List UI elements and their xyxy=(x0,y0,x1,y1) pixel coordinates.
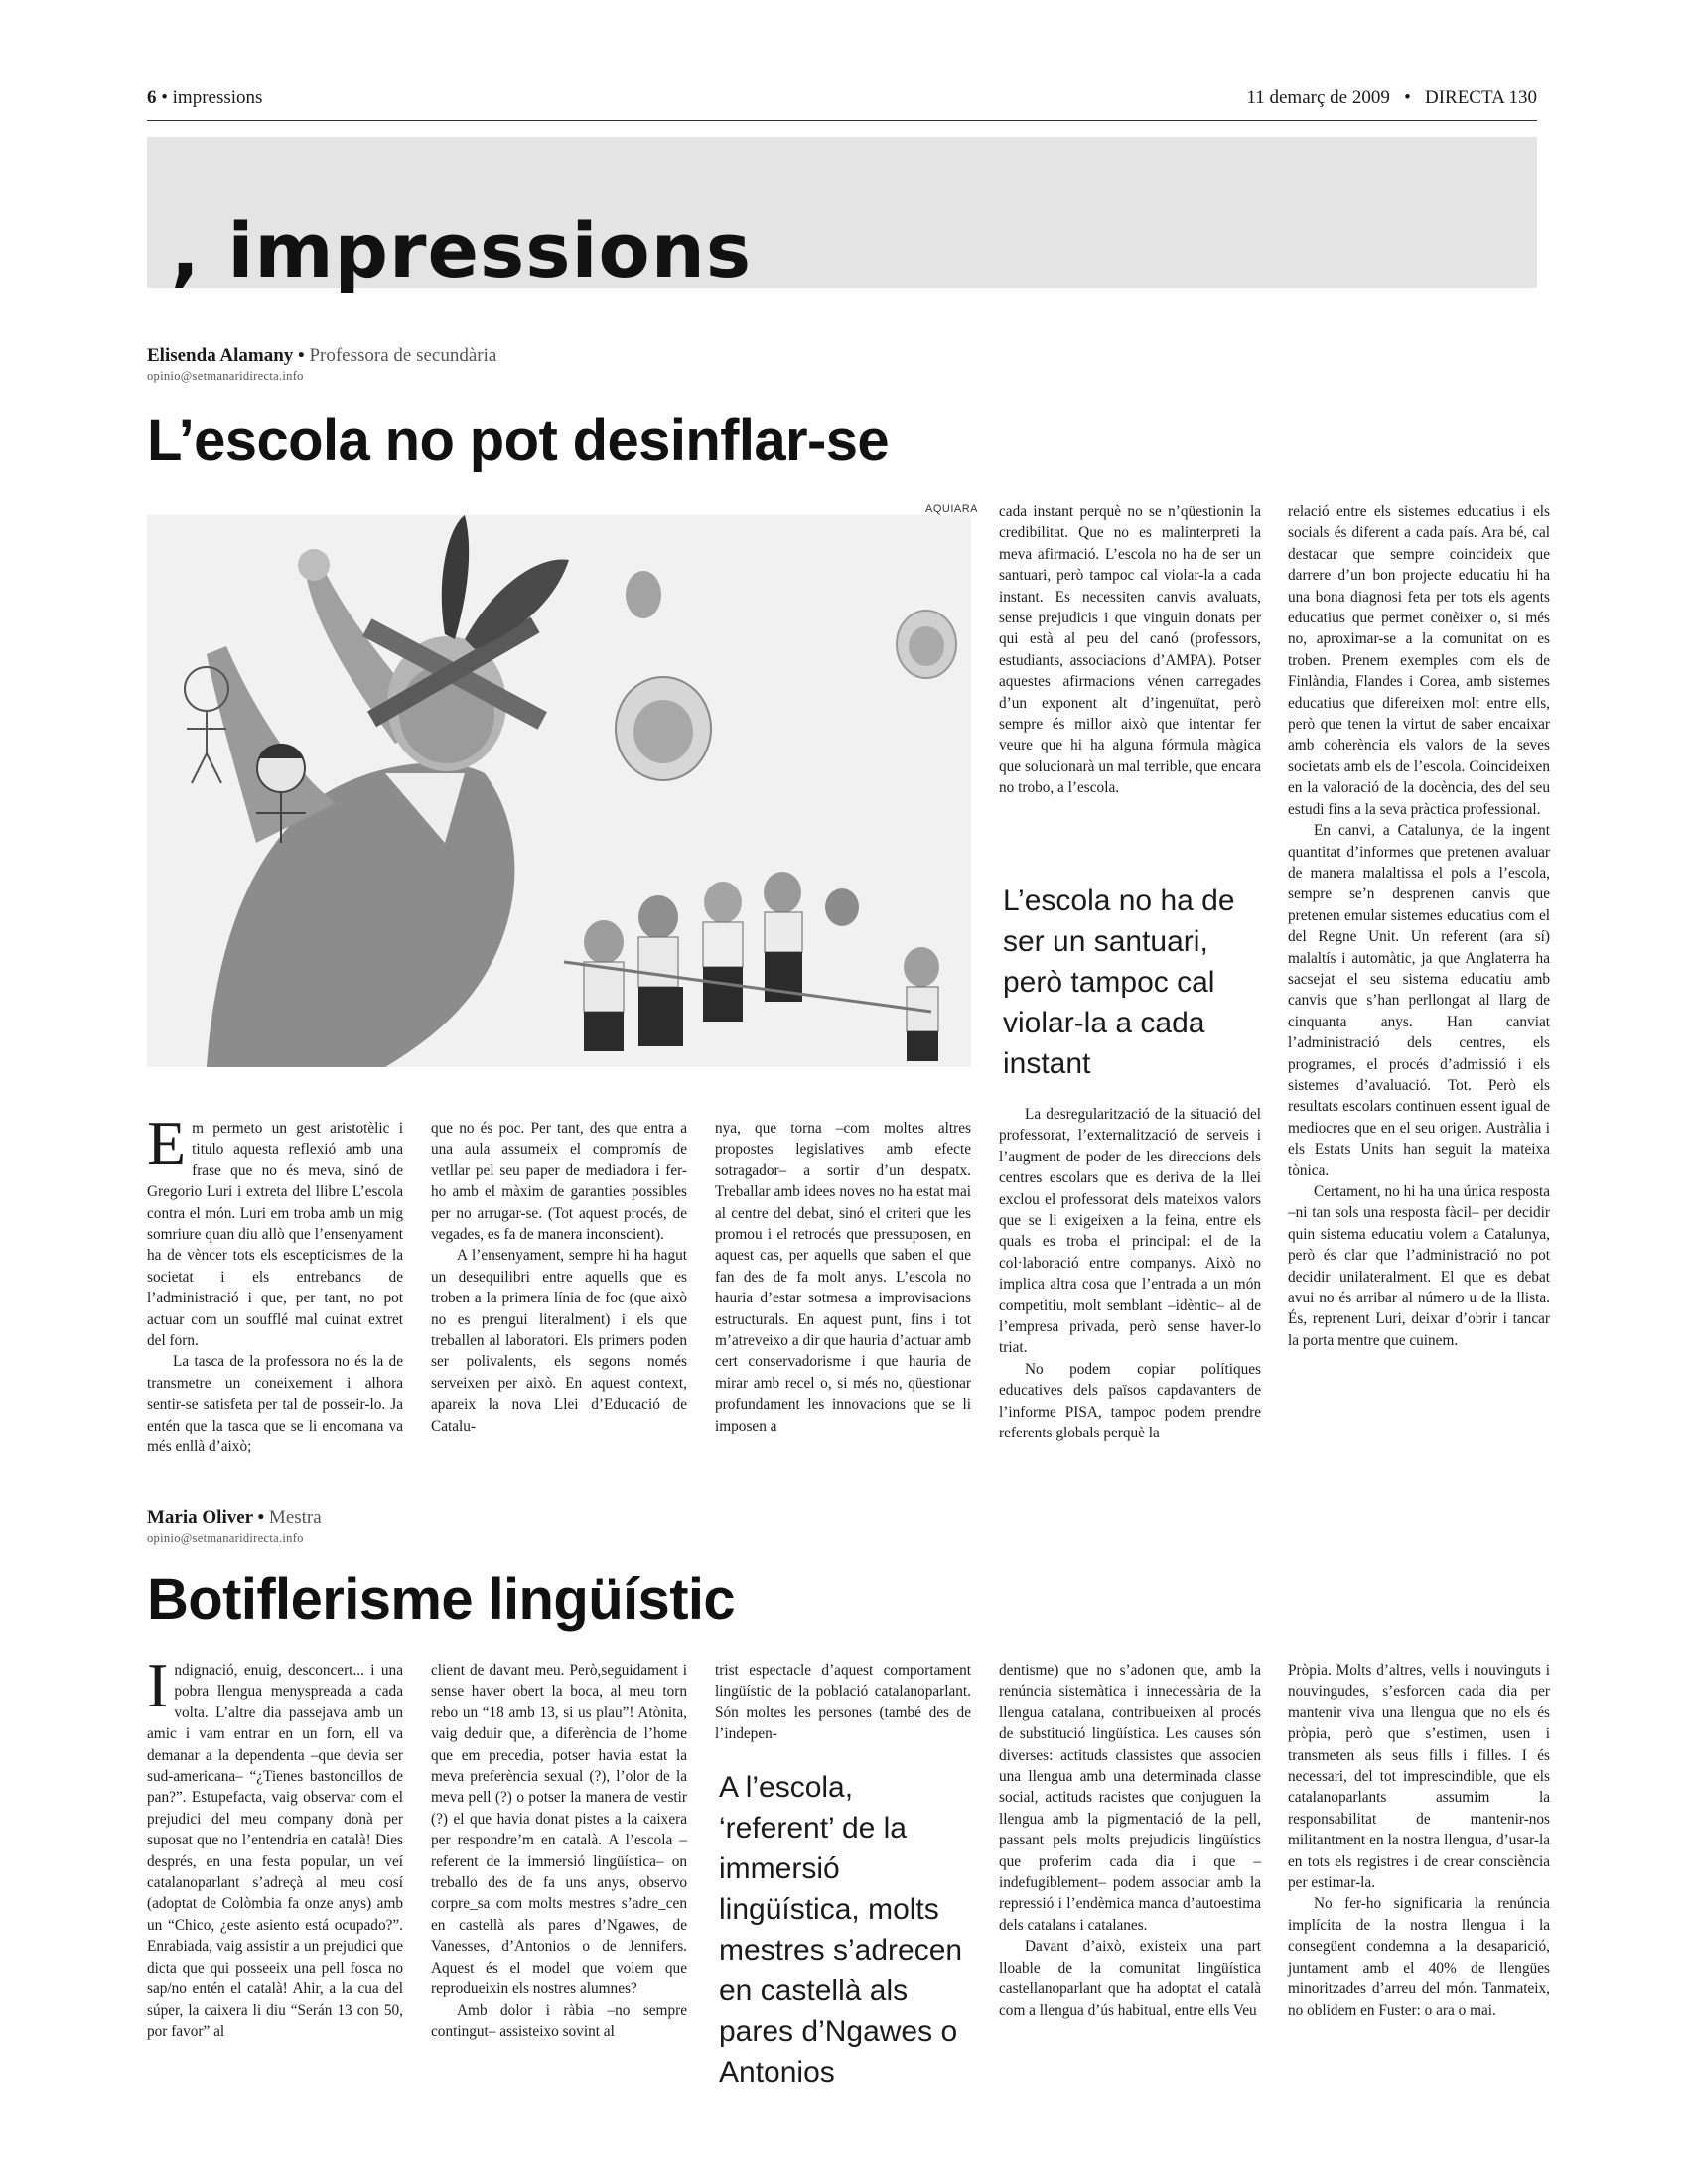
article1-column-3 xyxy=(715,1118,971,1436)
header-date: 11 demarç de 2009 xyxy=(1246,87,1390,108)
article2-author: Maria Oliver xyxy=(147,1507,253,1528)
article2-paragraph xyxy=(147,1650,403,2042)
article1-column-1 xyxy=(147,1108,403,1458)
article2-paragraph: Amb dolor i ràbia –no sempre contingut– assisteixo sovint al xyxy=(431,2001,687,2040)
header-separator-dot: • xyxy=(161,87,173,108)
article1-column-5 xyxy=(1288,501,1550,1351)
article1-collage-image xyxy=(147,515,971,1067)
article1-paragraph-text: m permeto un gest aristotèlic i titulo aquesta reflexió amb una frase que no és meva, sinó de Gregorio Luri i extreta del llibre L’escola contra el món. Luri em troba amb un mig somriure quan diu allò que l’ensenyament ha de vèncer tots els escepticismes de la societat i els entrebancs de l’administració i que, per tant, no pot actuar com un soufflé mal cuinat extret del forn. xyxy=(147,1120,403,1350)
article1-paragraph: La tasca de la professora no és la de transmetre un coneixement i alhora sentir-se satisfeta per tal de posseir-lo. Ja entén que la tasca que se li encomana va més enllà d’això; xyxy=(147,1353,403,1456)
section-title: , impressions xyxy=(171,206,753,295)
article2-paragraph-text: ndignació, enuig, desconcert... i una pobra llengua menyspreada a cada volta. L’altre dia passejava amb un amic i vam entrar en un forn, ell va demanar a la dependenta –que devia ser sud-americana– “¿Tienes bastoncillos de pan?”. Estupefacta, vaig observar com el prejudici del meu company donà per suposat que no l’entendria en català! Dies després, en una festa popular, un veí catalanoparlant s’adreçà al meu cosí (adoptat de Colòmbia fa onze anys) amb un “Chico, ¿este asiento está ocupado?”. Enrabiada, vaig assistir a un prejudici que dicta que qui posseeix una pell fosca no sap/no entén el català! Ahir, a la cua del súper, la caixera li diu “Serán 13 con 50, por favor” al xyxy=(147,1662,403,2040)
article1-paragraph: En canvi, a Catalunya, de la ingent quantitat d’informes que pretenen avaluar de manera malaltissa el pols a l’escola, sempre se’n desprenen canvis que pretenen emular sistemes educatius com el del Regne Unit. Un referent (ara sí) malaltís i automàtic, ja que Anglaterra ha sacsejat el seu sistema educatiu amb canvis que s’han perllongat al llarg de cinquanta anys. Han canviat l’administració dels centres, els programes, el procés d’admissió i els sistemes d’avaluació. Tot. Però els resultats escolars continuen essent igual de mediocres que en el seu origen. Austràlia i els Estats Units han seguit la mateixa tònica. xyxy=(1288,822,1550,1179)
article1-column-4-top xyxy=(999,501,1261,799)
article1-column-4-bottom xyxy=(999,1104,1261,1444)
article1-paragraph: Certament, no hi ha una única resposta –ni tan sols una resposta fàcil– per decidir quin sistema educatiu volem a Catalunya, però és clar que l’administració no pot decidir unilateralment. El que es debat avui no és arribar al número u de la llista. És, reprenent Luri, deixar d’obrir i tancar la porta mentre que cuinem. xyxy=(1288,1183,1550,1349)
article1-role: Professora de secundària xyxy=(309,345,497,366)
dropcap: I xyxy=(147,1650,169,1720)
article1-paragraph: nya, que torna –com moltes altres propostes legislatives amb efecte sotragador– a sortir d’un despatx. Treballar amb idees noves no ha estat mai al centre del debat, sinó el criteri que les promou i el retrocés que pressuposen, en aquest cas, per aquells que saben el que fan des de fa molt anys. L’escola no hauria d’estar sotmesa a improvisacions estructurals. En aquest punt, fins i tot m’atreveixo a dir que hauria d’actuar amb cert conservadorisme i que hauria de mirar amb recel o, si més no, qüestionar profundament les innovacions que se li imposen a xyxy=(715,1120,971,1434)
running-header-right xyxy=(1246,87,1537,109)
header-separator-dot: • xyxy=(1394,87,1421,108)
article2-pull-quote: A l’escola, ‘referent’ de la immersió lingüística, molts mestres s’adrecen en castellà als pares d’Ngawes o Antonios xyxy=(719,1771,963,2089)
running-header-left xyxy=(147,87,262,109)
article2-email[interactable]: opinio@setmanaridirecta.info xyxy=(147,1531,304,1545)
header-publication: DIRECTA 130 xyxy=(1424,87,1537,108)
article2-paragraph: Davant d’això, existeix una part lloable de la comunitat lingüística castellanoparlant que ha adoptat el català com a llengua d’ús habitual, entre ells Veu xyxy=(999,1938,1261,2019)
page-number: 6 xyxy=(147,87,157,108)
article1-paragraph: cada instant perquè no se n’qüestionin la credibilitat. Que no es malinterpreti la meva afirmació. L’escola no ha de ser un santuari, però tampoc cal violar-la a cada instant. Es necessiten canvis avaluats, sense prejudicis i que vinguin donats per qui està al peu del canó (professors, estudiants, associacions d’AMPA). Potser aquestes afirmacions vénen carregades d’un exponent alt d’ingenuïtat, però sempre és millor això que intentar fer veure que hi ha alguna fórmula màgica que solucionarà un mal terrible, que encara no trobo, a l’escola. xyxy=(999,503,1261,797)
article2-paragraph: No fer-ho significaria la renúncia implícita de la nostra llengua i la consegüent condemna a la desaparició, juntament amb el 40% de llengües minoritzades d’arreu del món. Tanmateix, no oblidem en Fuster: o ara o mai. xyxy=(1288,1895,1550,2019)
article2-column-4 xyxy=(999,1660,1261,2021)
article2-paragraph: trist espectacle d’aquest comportament lingüístic de la població catalanoparlant. Són moltes les persones (també des de l’indepen- xyxy=(715,1662,971,1743)
article1-headline: L’escola no pot desinflar-se xyxy=(147,408,890,473)
header-section: impressions xyxy=(172,87,263,108)
article1-pull-quote: L’escola no ha de ser un santuari, però tampoc cal violar-la a cada instant xyxy=(1003,885,1235,1080)
article1-paragraph: La desregularització de la situació del professorat, l’externalització de serveis i l’augment de poder de les direccions dels centres escolars que es deriva de la llei exclou el professorat dels mateixos valors que se li exigeixen a la feina, entre els quals es troba el principal: el de la col·laboració entre companys. Això no implica altra cosa que l’entrada a un món competitiu, molt semblant –idèntic– al de l’empresa privada, però sense haver-lo triat. xyxy=(999,1106,1261,1357)
byline-separator: • xyxy=(298,345,310,366)
collage-illustration xyxy=(147,515,971,1067)
image-credit: AQUIARA xyxy=(925,503,979,515)
article1-paragraph: A l’ensenyament, sempre hi ha hagut un desequilibri entre aquells que es troben a la primera línia de foc (que això no es prengui literalment) i els que treballen al laboratori. Els primers poden ser polivalents, els segons només serveixen per això. En aquest context, apareix la nova Llei d’Educació de Catalu- xyxy=(431,1247,687,1434)
article2-column-3-top xyxy=(715,1660,971,1745)
article2-paragraph: dentisme) que no s’adonen que, amb la renúncia sistemàtica i innecessària de la llengua catalana, contribueixen al procés de substitució lingüística. Les causes són diverses: actituds classistes que associen una llengua amb una determinada classe social, actituds racistes que conjuguen la llengua amb la pigmentació de la pell, passant pels molts prejudicis lingüístics que proferim cada dia i que –indefugiblement– podem associar amb la repressió i l’endèmica manca d’autoestima dels catalans i catalanes. xyxy=(999,1662,1261,1934)
article1-email[interactable]: opinio@setmanaridirecta.info xyxy=(147,369,304,383)
article1-byline xyxy=(147,345,496,367)
article1-column-2 xyxy=(431,1118,687,1436)
dropcap: E xyxy=(147,1108,187,1178)
article2-paragraph: Pròpia. Molts d’altres, vells i nouvinguts i nouvingudes, s’esforcen cada dia per mantenir viva una llengua que no els és pròpia, però que s’estimen, usen i transmeten als seus fills i filles. I és necessari, del tot imprescindible, que els catalanoparlants assumim la responsabilitat de mantenir-nos militantment en la nostra llengua, d’usar-la en tots els registres i de crear consciència per estimar-la. xyxy=(1288,1662,1550,1892)
article1-paragraph: No podem copiar polítiques educatives dels països capdavanters de l’informe PISA, tampoc podem prendre referents globals perquè la xyxy=(999,1360,1261,1442)
byline-separator: • xyxy=(257,1507,269,1528)
article2-headline: Botiflerisme lingüístic xyxy=(147,1568,736,1632)
article1-paragraph: relació entre els sistemes educatius i els socials és diferent a cada país. Ara bé, cal destacar que sempre coincideix que darrere d’un bon projecte educatiu hi ha una bona diagnosi feta per tots els agents educatius que permet conèixer o, si més no, aproximar-se a la comunitat on es troben. Prenem exemples com els de Finlàndia, Flandes i Corea, amb sistemes educatius que difereixen molt entre ells, però que tenen la virtut de saber encaixar amb coherència els valors de la seves societats amb els de l’escola. Coincideixen en la valoració de la docència, des del seu estudi fins a la seva pràctica professional. xyxy=(1288,503,1550,818)
article1-paragraph xyxy=(147,1108,403,1351)
article2-column-1 xyxy=(147,1650,403,2042)
article2-byline xyxy=(147,1507,322,1529)
article2-column-5 xyxy=(1288,1660,1550,2021)
article2-column-2 xyxy=(431,1660,687,2042)
article2-role: Mestra xyxy=(268,1507,322,1528)
header-rule xyxy=(147,120,1537,121)
article1-author: Elisenda Alamany xyxy=(147,345,294,366)
article1-paragraph: que no és poc. Per tant, des que entra a una aula assumeix el compromís de vetllar pel seu paper de mediadora i fer-ho amb el màxim de garanties possibles per no arrugar-se. (Tot aquest procés, de vegades, es fa de manera inconscient). xyxy=(431,1120,687,1244)
article2-paragraph: client de davant meu. Però,seguidament i sense haver obert la boca, al meu torn rebo un “18 amb 13, si us plau”! Atònita, vaig deduir que, a diferència de l’home que em precedia, potser havia estat la meva preferència sexual (?), l’olor de la meva pell (?) o potser la manera de vestir (?) el que havia donat pistes a la caixera per respondre’m en català. A l’escola –referent de la immersió lingüística– on treballo des de fa uns anys, observo corpre_sa com molts mestres s’adre_cen en castellà als pares d’Ngawes, de Vanesses, d’Antonios o de Jennifers. Aquest és el model que volem que reprodueixin els nostres alumnes? xyxy=(431,1662,687,1998)
